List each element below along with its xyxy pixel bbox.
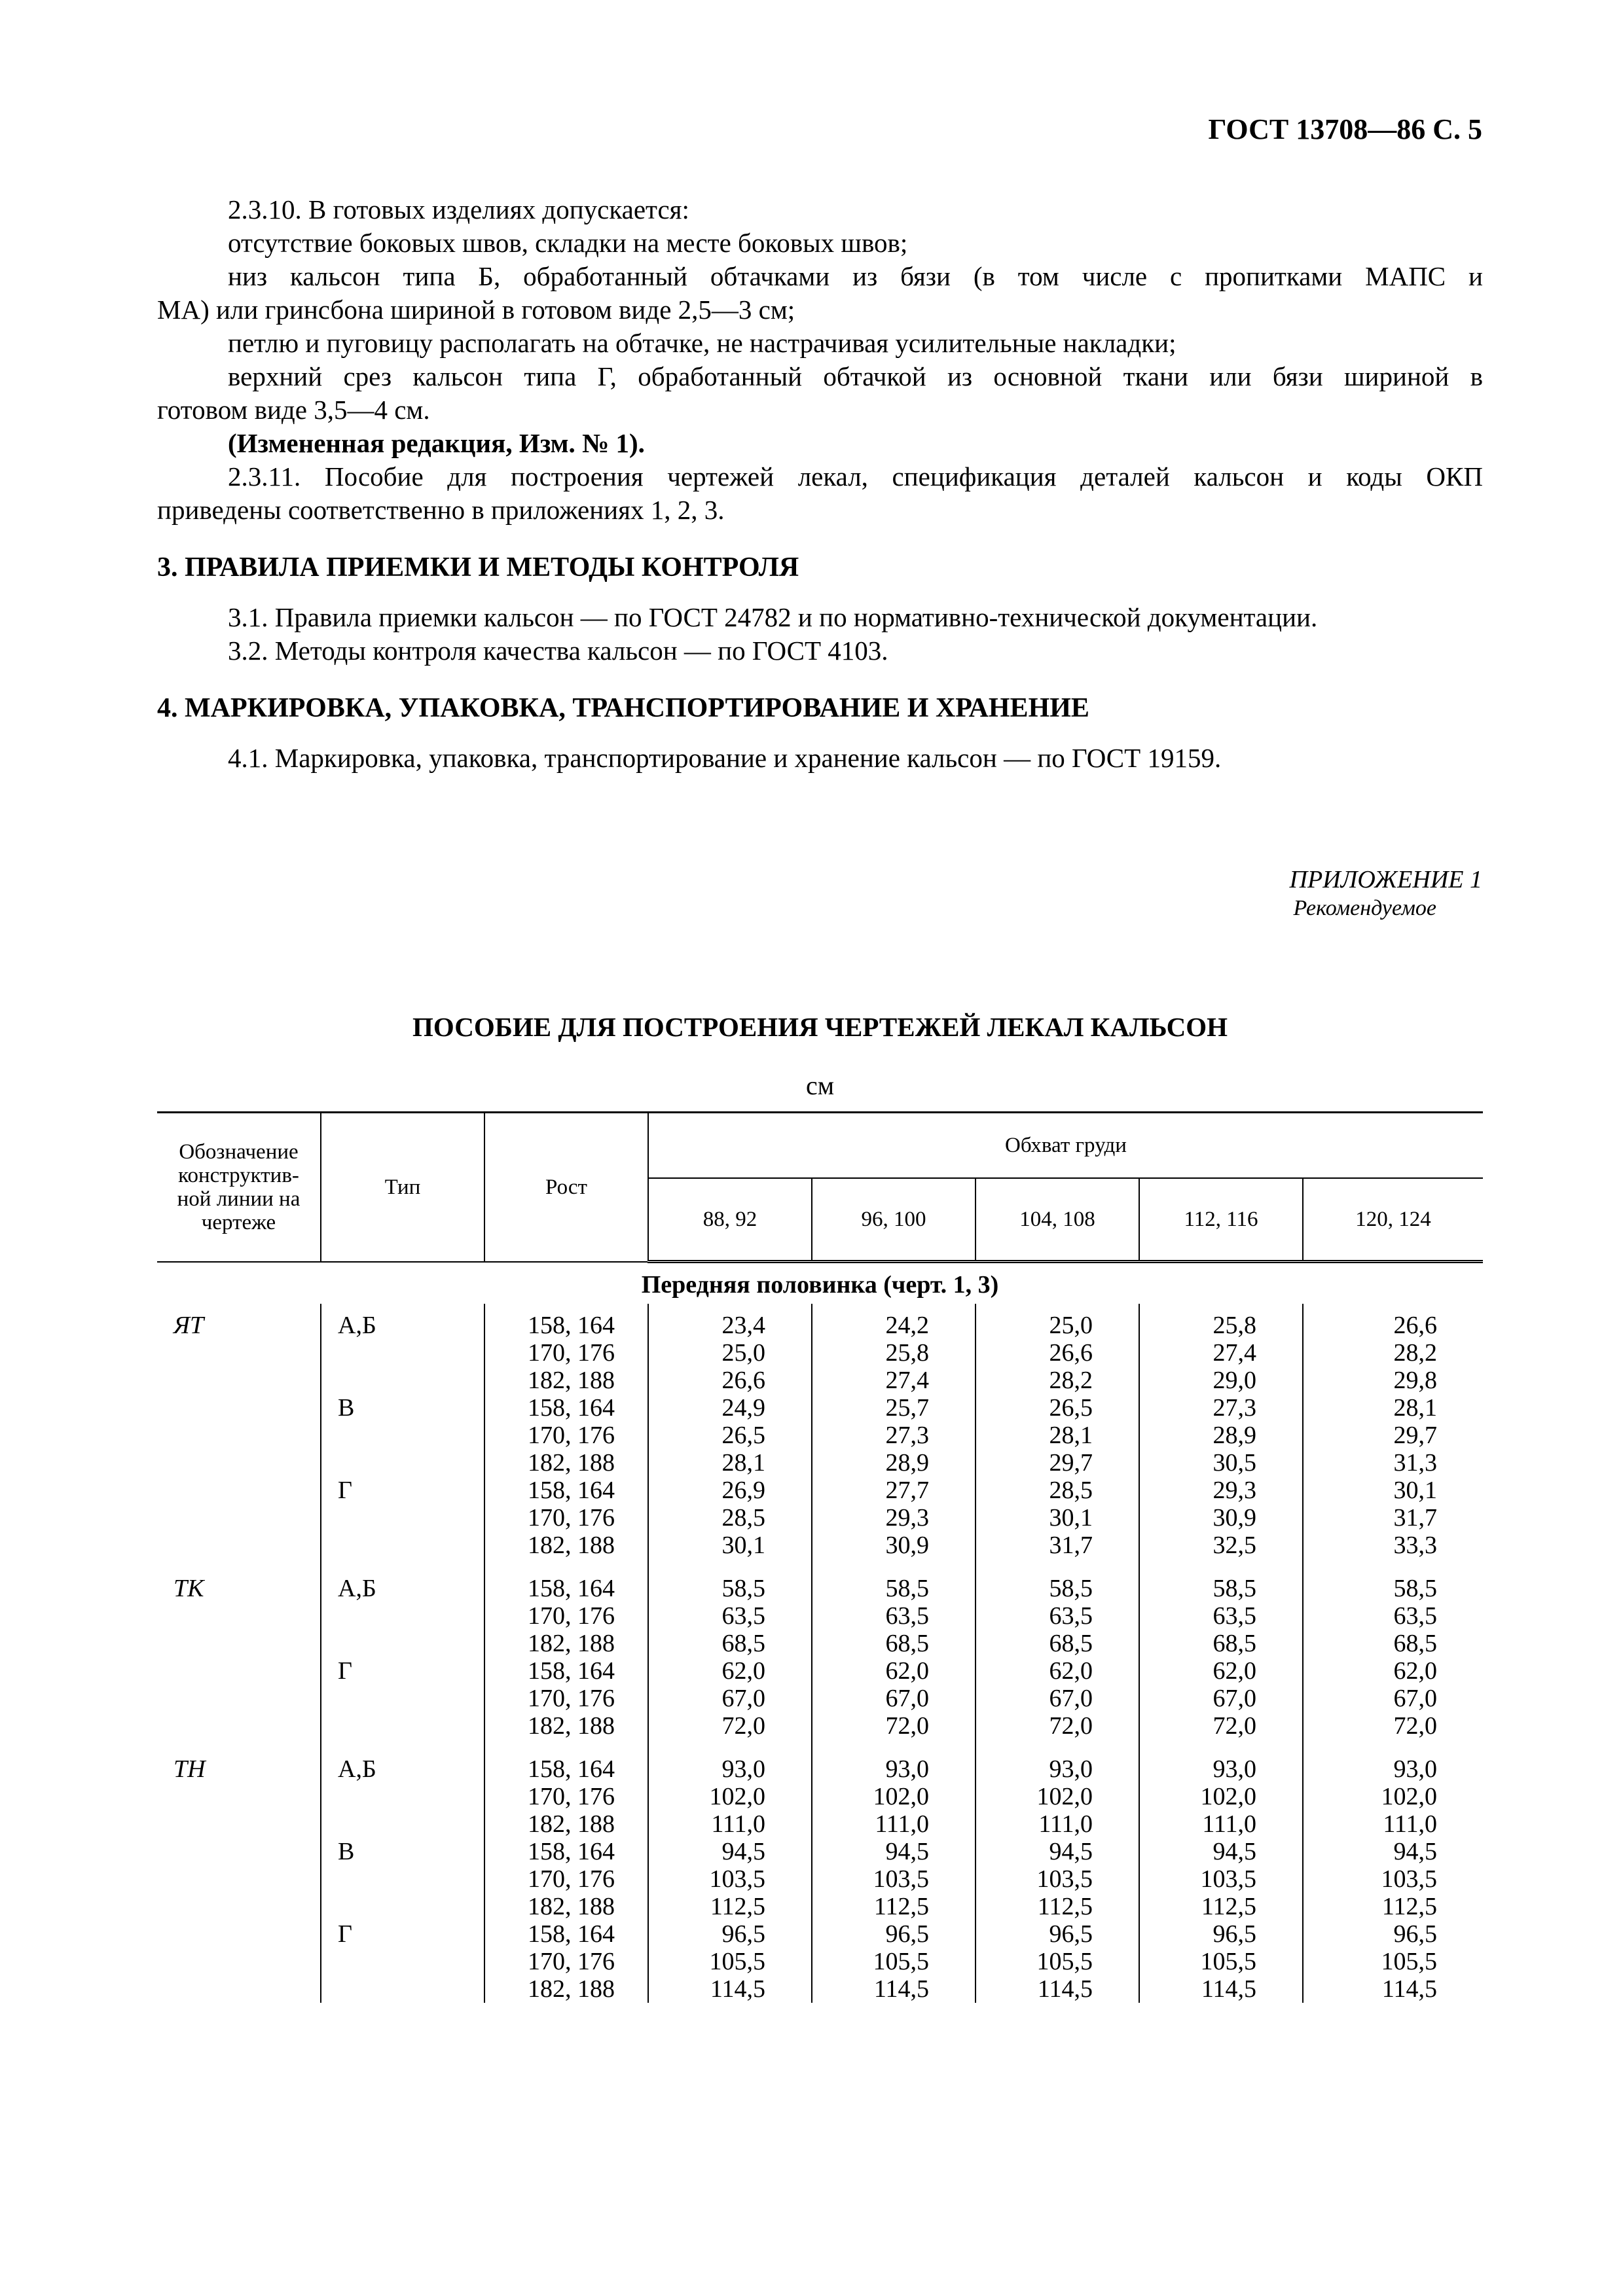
- growth-value: 158, 164: [528, 1755, 615, 1783]
- value: 26,5: [721, 1422, 765, 1449]
- value: 63,5: [885, 1602, 929, 1630]
- value: 102,0: [1200, 1783, 1256, 1810]
- line-designation: ЯТ: [173, 1312, 204, 1339]
- value: 30,1: [721, 1532, 765, 1559]
- pattern-table: [157, 1111, 1483, 2003]
- value: 105,5: [1200, 1948, 1256, 1975]
- type-value: А,Б: [338, 1312, 376, 1339]
- table-row: [157, 1559, 1483, 1740]
- value: 102,0: [1036, 1783, 1093, 1810]
- growth-cell: [484, 1559, 648, 1740]
- value: 23,4: [721, 1312, 765, 1339]
- value: 67,0: [885, 1685, 929, 1712]
- type-cell: [321, 1304, 484, 1559]
- paragraph-3-2: 3.2. Методы контроля качества кальсон — по ГОСТ 4103.: [228, 636, 888, 666]
- section-3-heading: 3. ПРАВИЛА ПРИЕМКИ И МЕТОДЫ КОНТРОЛЯ: [157, 552, 799, 583]
- paragraph-2-3-11-line-2: приведены соответственно в приложениях 1, 2, 3.: [157, 495, 725, 525]
- appendix-title: ПРИЛОЖЕНИЕ 1: [1289, 866, 1482, 893]
- table-title: ПОСОБИЕ ДЛЯ ПОСТРОЕНИЯ ЧЕРТЕЖЕЙ ЛЕКАЛ КАЛЬСОН: [412, 1012, 1228, 1042]
- value: 31,7: [1049, 1532, 1093, 1559]
- value: 93,0: [721, 1755, 765, 1783]
- value: 62,0: [1049, 1657, 1093, 1685]
- type-value: Г: [338, 1477, 352, 1504]
- value: 72,0: [1393, 1712, 1437, 1740]
- value: 31,3: [1393, 1449, 1437, 1477]
- value: 26,6: [1049, 1339, 1093, 1367]
- growth-value: 170, 176: [528, 1685, 615, 1712]
- header-line-designation-1: Обозначение: [179, 1139, 299, 1164]
- value: 114,5: [1381, 1975, 1437, 2003]
- values-120-124: [1303, 1559, 1483, 1740]
- value: 102,0: [1381, 1783, 1437, 1810]
- growth-value: 182, 188: [528, 1712, 615, 1740]
- value: 58,5: [721, 1575, 765, 1602]
- table-row: [157, 1304, 1483, 1559]
- value: 29,0: [1213, 1367, 1256, 1394]
- value: 26,5: [1049, 1394, 1093, 1422]
- growth-value: 170, 176: [528, 1865, 615, 1893]
- value: 28,1: [1049, 1422, 1093, 1449]
- value: 111,0: [1202, 1810, 1256, 1838]
- value: 67,0: [1393, 1685, 1437, 1712]
- value: 25,0: [1049, 1312, 1093, 1339]
- values-88-92: [648, 1559, 812, 1740]
- type-cell: [321, 1740, 484, 2003]
- value: 25,8: [885, 1339, 929, 1367]
- value: 28,5: [1049, 1477, 1093, 1504]
- growth-value: 170, 176: [528, 1422, 615, 1449]
- type-value: А,Б: [338, 1575, 376, 1602]
- value: 105,5: [1381, 1948, 1437, 1975]
- value: 27,4: [885, 1367, 929, 1394]
- values-104-108: [976, 1304, 1139, 1559]
- growth-value: 170, 176: [528, 1783, 615, 1810]
- page-header: ГОСТ 13708—86 С. 5: [1208, 113, 1482, 145]
- section-4-heading: 4. МАРКИРОВКА, УПАКОВКА, ТРАНСПОРТИРОВАНИЕ И ХРАНЕНИЕ: [157, 693, 1089, 723]
- value: 68,5: [721, 1630, 765, 1657]
- paragraph-top-cut-line-1: верхний срез кальсон типа Г, обработанный обтачкой из основной ткани или бязи шириной в: [228, 361, 1483, 391]
- value: 93,0: [885, 1755, 929, 1783]
- value: 29,8: [1393, 1367, 1437, 1394]
- growth-value: 158, 164: [528, 1575, 615, 1602]
- header-size-120-124: 120, 124: [1303, 1178, 1483, 1262]
- value: 103,5: [873, 1865, 929, 1893]
- value: 68,5: [1049, 1630, 1093, 1657]
- value: 63,5: [1213, 1602, 1256, 1630]
- value: 62,0: [1393, 1657, 1437, 1685]
- values-96-100: [812, 1304, 976, 1559]
- value: 93,0: [1393, 1755, 1437, 1783]
- growth-value: 182, 188: [528, 1449, 615, 1477]
- value: 103,5: [1036, 1865, 1093, 1893]
- value: 105,5: [1036, 1948, 1093, 1975]
- value: 63,5: [721, 1602, 765, 1630]
- value: 29,3: [885, 1504, 929, 1532]
- value: 28,1: [1393, 1394, 1437, 1422]
- values-96-100: [812, 1559, 976, 1740]
- paragraph-4-1: 4.1. Маркировка, упаковка, транспортирование и хранение кальсон — по ГОСТ 19159.: [228, 743, 1222, 773]
- growth-value: 170, 176: [528, 1339, 615, 1367]
- value: 30,9: [1213, 1504, 1256, 1532]
- growth-value: 158, 164: [528, 1838, 615, 1865]
- line-designation: ТК: [173, 1575, 204, 1602]
- value: 28,9: [885, 1449, 929, 1477]
- value: 29,7: [1393, 1422, 1437, 1449]
- paragraph-side-seams: отсутствие боковых швов, складки на месте боковых швов;: [228, 228, 908, 258]
- value: 96,5: [1393, 1920, 1437, 1948]
- value: 94,5: [721, 1838, 765, 1865]
- type-value: В: [338, 1838, 355, 1865]
- value: 58,5: [1393, 1575, 1437, 1602]
- header-chest-girth: Обхват груди: [648, 1113, 1483, 1178]
- growth-value: 158, 164: [528, 1920, 615, 1948]
- growth-value: 182, 188: [528, 1532, 615, 1559]
- value: 26,6: [721, 1367, 765, 1394]
- value: 114,5: [1201, 1975, 1256, 2003]
- values-112-116: [1139, 1559, 1303, 1740]
- value: 96,5: [1213, 1920, 1256, 1948]
- growth-value: 170, 176: [528, 1504, 615, 1532]
- value: 28,5: [721, 1504, 765, 1532]
- type-cell: [321, 1559, 484, 1740]
- value: 67,0: [1049, 1685, 1093, 1712]
- values-88-92: [648, 1304, 812, 1559]
- value: 33,3: [1393, 1532, 1437, 1559]
- value: 25,8: [1213, 1312, 1256, 1339]
- value: 27,7: [885, 1477, 929, 1504]
- growth-cell: [484, 1304, 648, 1559]
- value: 112,5: [710, 1893, 765, 1920]
- value: 94,5: [1049, 1838, 1093, 1865]
- value: 112,5: [873, 1893, 929, 1920]
- value: 93,0: [1049, 1755, 1093, 1783]
- header-growth: Рост: [484, 1113, 648, 1262]
- value: 72,0: [1049, 1712, 1093, 1740]
- header-line-designation-4: чертеже: [201, 1210, 276, 1234]
- value: 26,6: [1393, 1312, 1437, 1339]
- values-120-124: [1303, 1740, 1483, 2003]
- value: 103,5: [709, 1865, 765, 1893]
- growth-value: 170, 176: [528, 1602, 615, 1630]
- header-size-96-100: 96, 100: [812, 1178, 976, 1262]
- growth-value: 158, 164: [528, 1477, 615, 1504]
- type-value: В: [338, 1394, 355, 1422]
- value: 58,5: [885, 1575, 929, 1602]
- value: 72,0: [885, 1712, 929, 1740]
- value: 63,5: [1049, 1602, 1093, 1630]
- header-size-104-108: 104, 108: [976, 1178, 1139, 1262]
- growth-value: 158, 164: [528, 1312, 615, 1339]
- growth-value: 158, 164: [528, 1657, 615, 1685]
- growth-cell: [484, 1740, 648, 2003]
- value: 24,2: [885, 1312, 929, 1339]
- value: 112,5: [1381, 1893, 1437, 1920]
- value: 68,5: [1213, 1630, 1256, 1657]
- table-row: [157, 1740, 1483, 2003]
- header-line-designation: [157, 1113, 321, 1262]
- value: 30,1: [1393, 1477, 1437, 1504]
- value: 111,0: [875, 1810, 929, 1838]
- paragraph-3-1: 3.1. Правила приемки кальсон — по ГОСТ 24782 и по нормативно-технической документации.: [228, 602, 1318, 632]
- section-front-half: Передняя половинка (черт. 1, 3): [641, 1271, 999, 1299]
- value: 30,5: [1213, 1449, 1256, 1477]
- value: 30,9: [885, 1532, 929, 1559]
- paragraph-top-cut-line-2: готовом виде 3,5—4 см.: [157, 395, 430, 425]
- value: 94,5: [1213, 1838, 1256, 1865]
- value: 111,0: [1038, 1810, 1093, 1838]
- growth-value: 158, 164: [528, 1394, 615, 1422]
- value: 62,0: [721, 1657, 765, 1685]
- value: 112,5: [1037, 1893, 1093, 1920]
- value: 105,5: [873, 1948, 929, 1975]
- appendix-label: [1290, 865, 1482, 923]
- growth-value: 182, 188: [528, 1893, 615, 1920]
- value: 94,5: [885, 1838, 929, 1865]
- value: 25,0: [721, 1339, 765, 1367]
- header-line-designation-2: конструктив-: [178, 1163, 299, 1187]
- amendment-note: (Измененная редакция, Изм. № 1).: [228, 428, 645, 458]
- value: 28,2: [1393, 1339, 1437, 1367]
- type-value: Г: [338, 1920, 352, 1948]
- value: 62,0: [885, 1657, 929, 1685]
- value: 111,0: [1383, 1810, 1437, 1838]
- value: 93,0: [1213, 1755, 1256, 1783]
- header-type: Тип: [321, 1113, 484, 1262]
- header-size-88-92: 88, 92: [648, 1178, 812, 1262]
- body-text: [157, 193, 1483, 775]
- growth-value: 182, 188: [528, 1975, 615, 2003]
- values-104-108: [976, 1740, 1139, 2003]
- value: 94,5: [1393, 1838, 1437, 1865]
- value: 62,0: [1213, 1657, 1256, 1685]
- value: 67,0: [721, 1685, 765, 1712]
- values-112-116: [1139, 1740, 1303, 2003]
- value: 102,0: [709, 1783, 765, 1810]
- header-size-112-116: 112, 116: [1139, 1178, 1303, 1262]
- values-120-124: [1303, 1304, 1483, 1559]
- value: 28,9: [1213, 1422, 1256, 1449]
- paragraph-bottom-line-2: МА) или гринсбона шириной в готовом виде 2,5—3 см;: [157, 295, 795, 325]
- paragraph-bottom-line-1: низ кальсон типа Б, обработанный обтачками из бязи (в том числе с пропитками МАПС и: [228, 261, 1483, 291]
- type-value: Г: [338, 1657, 352, 1685]
- value: 27,3: [885, 1422, 929, 1449]
- value: 72,0: [721, 1712, 765, 1740]
- value: 27,3: [1213, 1394, 1256, 1422]
- growth-value: 182, 188: [528, 1367, 615, 1394]
- value: 68,5: [885, 1630, 929, 1657]
- value: 28,1: [721, 1449, 765, 1477]
- value: 103,5: [1200, 1865, 1256, 1893]
- value: 102,0: [873, 1783, 929, 1810]
- value: 32,5: [1213, 1532, 1256, 1559]
- value: 31,7: [1393, 1504, 1437, 1532]
- value: 103,5: [1381, 1865, 1437, 1893]
- value: 67,0: [1213, 1685, 1256, 1712]
- value: 29,3: [1213, 1477, 1256, 1504]
- values-96-100: [812, 1740, 976, 2003]
- value: 105,5: [709, 1948, 765, 1975]
- type-value: А,Б: [338, 1755, 376, 1783]
- values-88-92: [648, 1740, 812, 2003]
- value: 68,5: [1393, 1630, 1437, 1657]
- growth-value: 170, 176: [528, 1948, 615, 1975]
- header-line-designation-3: ной линии на: [177, 1187, 301, 1211]
- values-104-108: [976, 1559, 1139, 1740]
- value: 27,4: [1213, 1339, 1256, 1367]
- paragraph-2-3-11-line-1: 2.3.11. Пособие для построения чертежей лекал, спецификация деталей кальсон и коды ОКП: [228, 461, 1483, 492]
- value: 111,0: [711, 1810, 765, 1838]
- value: 26,9: [721, 1477, 765, 1504]
- growth-value: 182, 188: [528, 1630, 615, 1657]
- value: 96,5: [721, 1920, 765, 1948]
- value: 112,5: [1201, 1893, 1256, 1920]
- value: 114,5: [1037, 1975, 1093, 2003]
- value: 114,5: [873, 1975, 929, 2003]
- value: 30,1: [1049, 1504, 1093, 1532]
- value: 63,5: [1393, 1602, 1437, 1630]
- line-designation: ТН: [173, 1755, 206, 1783]
- value: 28,2: [1049, 1367, 1093, 1394]
- value: 114,5: [710, 1975, 765, 2003]
- value: 58,5: [1049, 1575, 1093, 1602]
- value: 24,9: [721, 1394, 765, 1422]
- table-unit: см: [805, 1071, 835, 1100]
- value: 96,5: [885, 1920, 929, 1948]
- values-112-116: [1139, 1304, 1303, 1559]
- value: 25,7: [885, 1394, 929, 1422]
- value: 72,0: [1213, 1712, 1256, 1740]
- appendix-status: Рекомендуемое: [1293, 896, 1436, 920]
- paragraph-loop-button: петлю и пуговицу располагать на обтачке, не настрачивая усилительные накладки;: [228, 328, 1176, 358]
- paragraph-2-3-10: 2.3.10. В готовых изделиях допускается:: [228, 194, 689, 224]
- value: 29,7: [1049, 1449, 1093, 1477]
- value: 58,5: [1213, 1575, 1256, 1602]
- growth-value: 182, 188: [528, 1810, 615, 1838]
- value: 96,5: [1049, 1920, 1093, 1948]
